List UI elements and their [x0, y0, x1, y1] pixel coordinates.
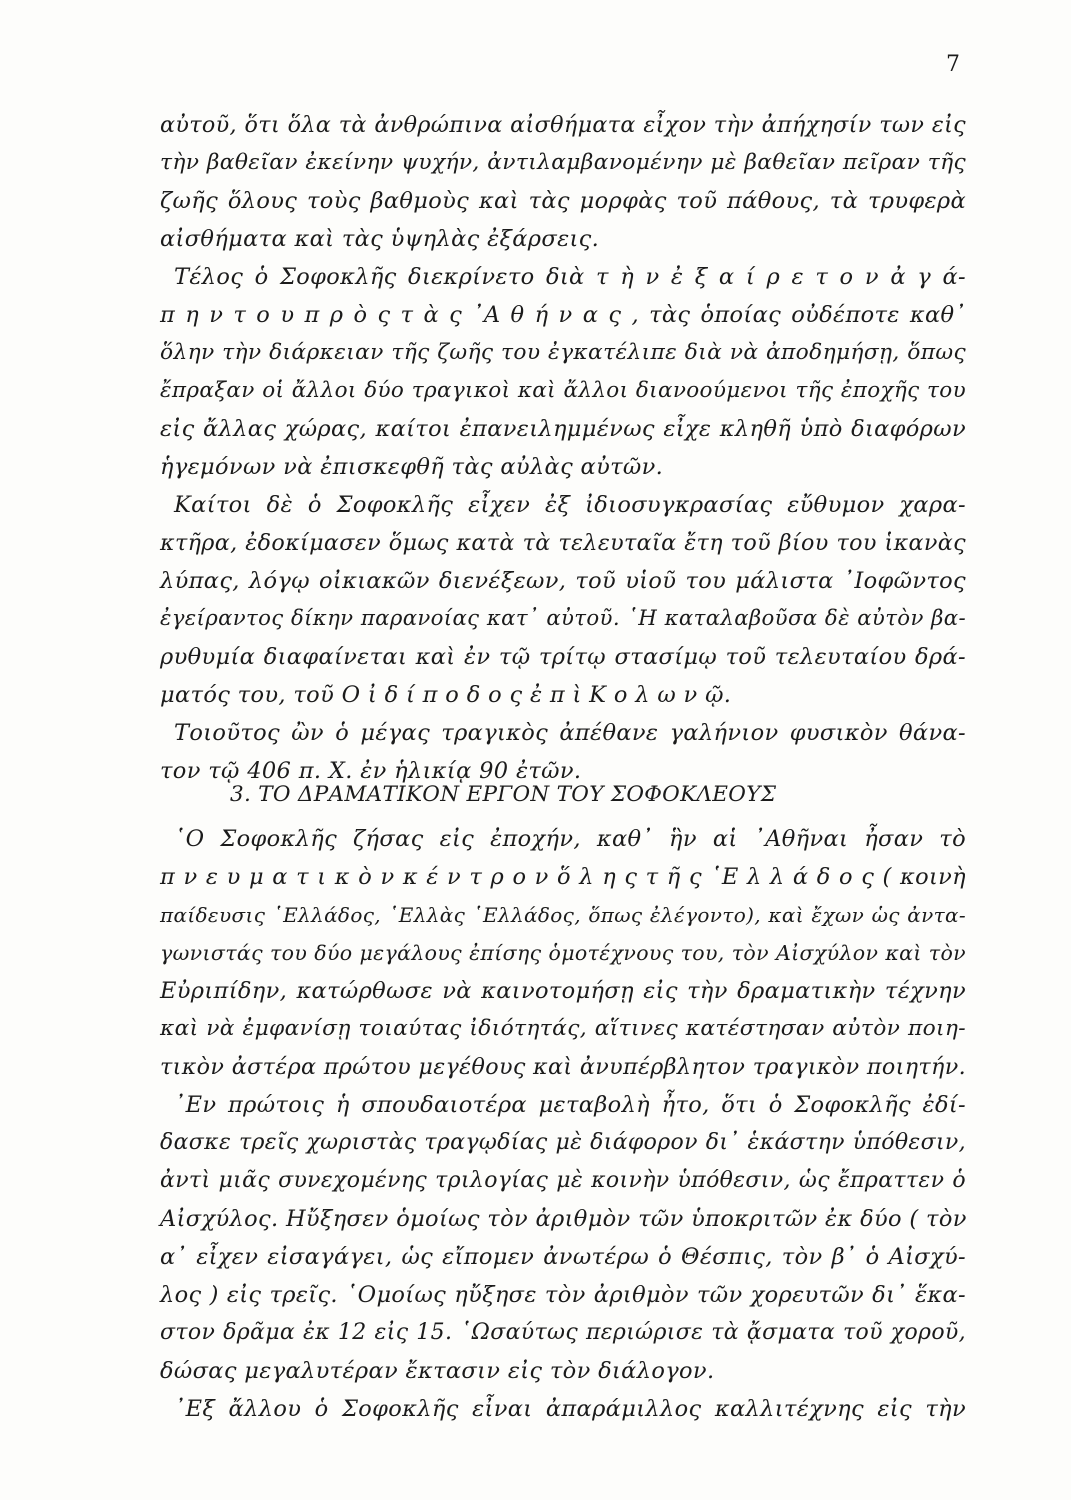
text-line: ἔπραξαν οἱ ἄλλοι δύο τραγικοὶ καὶ ἄλλοι διανοούμενοι τῆς ἐποχῆς του [160, 378, 966, 403]
text-line: ἡγεμόνων νὰ ἐπισκεφθῆ τὰς αὐλὰς αὐτῶν. [160, 454, 664, 480]
text-line: δασκε τρεῖς χωριστὰς τραγῳδίας μὲ διάφορον δι᾿ ἑκάστην ὑπόθεσιν, [160, 1130, 966, 1155]
text-line: δώσας μεγαλυτέραν ἔκτασιν εἰς τὸν διάλογον. [160, 1358, 715, 1384]
text-line: ὅλην τὴν διάρκειαν τῆς ζωῆς του ἐγκατέλιπε διὰ νὰ ἀποδημήσῃ, ὅπως [160, 340, 966, 365]
text-line: Αἰσχύλος. Ηὔξησεν ὁμοίως τὸν ἀριθμὸν τῶν ὑποκριτῶν ἐκ δύο ( τὸν [160, 1206, 967, 1232]
section-heading: 3. ΤΟ ΔΡΑΜΑΤΙΚΟΝ ΕΡΓΟΝ ΤΟΥ ΣΟΦΟΚΛΕΟΥΣ [230, 782, 777, 807]
text-line: τὴν βαθεῖαν ἐκείνην ψυχήν, ἀντιλαμβανομένην μὲ βαθεῖαν πεῖραν τῆς [160, 150, 966, 175]
text-line: γωνιστάς του δύο μεγάλους ἐπίσης ὁμοτέχνους του, τὸν Αἰσχύλον καὶ τὸν [160, 941, 966, 965]
text-line: ᾿Εν πρώτοις ἡ σπουδαιοτέρα μεταβολὴ ἦτο, ὅτι ὁ Σοφοκλῆς ἐδί- [174, 1092, 966, 1118]
text-line: αἰσθήματα καὶ τὰς ὑψηλὰς ἐξάρσεις. [160, 226, 600, 252]
text-line: παίδευσις ῾Ελλάδος, ῾Ελλὰς ῾Ελλάδος, ὅπως ἐλέγοντο), καὶ ἔχων ὡς ἀντα- [160, 903, 966, 927]
text-line: λύπας, λόγῳ οἰκιακῶν διενέξεων, τοῦ υἱοῦ του μάλιστα ᾿Ιοφῶντος [160, 568, 966, 594]
text-line: ζωῆς ὅλους τοὺς βαθμοὺς καὶ τὰς μορφὰς τοῦ πάθους, τὰ τρυφερὰ [160, 188, 966, 214]
text-line: Εὐριπίδην, κατώρθωσε νὰ καινοτομήσῃ εἰς τὴν δραματικὴν τέχνην [160, 978, 966, 1004]
text-line: Τέλος ὁ Σοφοκλῆς διεκρίνετο διὰ τ ὴ ν ἐ ξ α ί ρ ε τ ο ν ἀ γ ά- [174, 264, 966, 290]
text-line: ματός του, τοῦ Ο ἰ δ ί π ο δ ο ς ἐ π ὶ Κ ο λ ω ν ῷ. [160, 682, 732, 708]
text-line: κτῆρα, ἐδοκίμασεν ὅμως κατὰ τὰ τελευταῖα ἔτη τοῦ βίου του ἱκανὰς [160, 530, 966, 556]
text-line: ᾿Εξ ἄλλου ὁ Σοφοκλῆς εἶναι ἀπαράμιλλος καλλιτέχνης εἰς τὴν [174, 1396, 966, 1422]
text-line: π ν ε υ μ α τ ι κ ὸ ν κ έ ν τ ρ ο ν ὅ λ η ς τ ῆ ς ῾Ε λ λ ά δ ο ς ( κοινὴ [160, 864, 966, 890]
text-line: καὶ νὰ ἐμφανίσῃ τοιαύτας ἰδιότητάς, αἵτινες κατέστησαν αὐτὸν ποιη- [160, 1016, 966, 1041]
text-line: Καίτοι δὲ ὁ Σοφοκλῆς εἶχεν ἐξ ἰδιοσυγκρασίας εὔθυμον χαρα- [174, 492, 966, 518]
text-line: λος ) εἰς τρεῖς. ῾Ομοίως ηὔξησε τὸν ἀριθμὸν τῶν χορευτῶν δι᾿ ἕκα- [160, 1282, 966, 1308]
text-line: αὐτοῦ, ὅτι ὅλα τὰ ἀνθρώπινα αἰσθήματα εἶχον τὴν ἀπήχησίν των εἰς [160, 112, 966, 138]
text-line: ρυθυμία διαφαίνεται καὶ ἐν τῷ τρίτῳ στασίμῳ τοῦ τελευταίου δρά- [160, 644, 966, 670]
text-line: α᾿ εἶχεν εἰσαγάγει, ὡς εἴπομεν ἀνωτέρω ὁ Θέσπις, τὸν β᾿ ὁ Αἰσχύ- [160, 1244, 966, 1270]
text-line: τον τῷ 406 π. Χ. ἐν ἡλικίᾳ 90 ἐτῶν. [160, 758, 582, 784]
text-line: ἀντὶ μιᾶς συνεχομένης τριλογίας μὲ κοινὴν ὑπόθεσιν, ὡς ἔπραττεν ὁ [160, 1168, 966, 1193]
text-line: ῾Ο Σοφοκλῆς ζήσας εἰς ἐποχήν, καθ᾿ ἣν αἱ ᾿Αθῆναι ἦσαν τὸ [174, 826, 966, 852]
text-line: ἐγείραντος δίκην παρανοίας κατ᾿ αὐτοῦ. ῾Η καταλαβοῦσα δὲ αὐτὸν βα- [160, 606, 966, 631]
text-line: π η ν τ ο υ π ρ ὸ ς τ ὰ ς ᾿Α θ ή ν α ς , τὰς ὁποίας οὐδέποτε καθ᾿ [160, 302, 966, 328]
text-line: τικὸν ἀστέρα πρώτου μεγέθους καὶ ἀνυπέρβλητον τραγικὸν ποιητήν. [160, 1054, 967, 1080]
text-line: Τοιοῦτος ὢν ὁ μέγας τραγικὸς ἀπέθανε γαλήνιον φυσικὸν θάνα- [174, 720, 966, 746]
page-number: 7 [946, 52, 960, 77]
text-line: εἰς ἄλλας χώρας, καίτοι ἐπανειλημμένως εἶχε κληθῆ ὑπὸ διαφόρων [160, 416, 966, 442]
text-line: στον δρᾶμα ἐκ 12 εἰς 15. ῾Ωσαύτως περιώρισε τὰ ᾄσματα τοῦ χοροῦ, [160, 1320, 966, 1345]
